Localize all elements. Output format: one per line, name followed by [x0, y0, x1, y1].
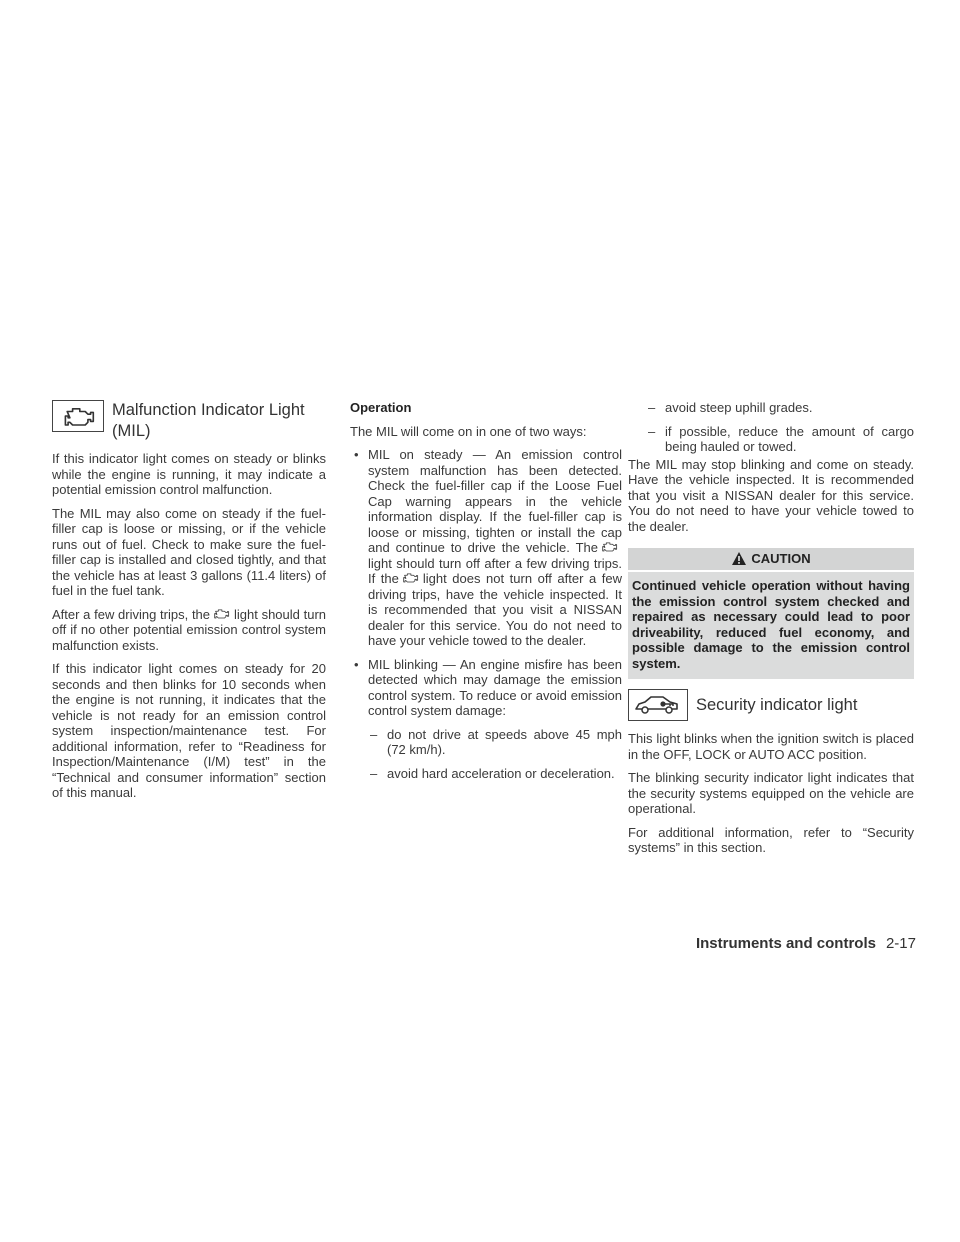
- mil-paragraph-1: If this indicator light comes on steady or blinks while the engine is running, it may indicate a potential emission control malfunction.: [52, 451, 326, 497]
- mil-paragraph-3: [52, 607, 326, 654]
- operation-intro: The MIL will come on in one of two ways:: [350, 423, 587, 439]
- dash-4-text: if possible, reduce the amount of cargo being hauled or towed.: [665, 423, 914, 454]
- bullet-mark: •: [354, 656, 359, 672]
- security-paragraph-2: The blinking security indicator light indicates that the security systems equipped on the vehicle are operational.: [628, 770, 914, 816]
- check-engine-icon: [401, 571, 419, 584]
- security-title: Security indicator light: [696, 695, 858, 714]
- mil-paragraph-4: If this indicator light comes on steady for 20 seconds and then blinks for 10 seconds when the engine is not running, it indicates that the vehicle is not ready for an emission control system inspection/maintenance test. For additional information, refer to “Readiness for Inspection/Maintenance (I/M) test” in the “Technical and consumer information” section of this manual.: [52, 661, 326, 800]
- list-item: [350, 657, 622, 719]
- warning-triangle-icon: [731, 551, 747, 566]
- caution-box: [628, 548, 914, 679]
- list-item: [628, 400, 914, 416]
- left-column: [52, 400, 326, 809]
- middle-column: [350, 400, 622, 789]
- list-item: [350, 727, 622, 758]
- page-footer: [696, 935, 916, 952]
- mil-paragraph-3-start: After a few driving trips, the: [52, 606, 211, 622]
- caution-text: Continued vehicle operation without having the emission control system checked and repaired as necessary could lead to poor driveability, reduced fuel economy, and possible damage to the emission control system.: [632, 578, 910, 671]
- list-item: [350, 766, 622, 782]
- bullet-1-part-a: MIL on steady — An emission control system malfunction has been detected. Check the fuel-filler cap if the Loose Fuel Cap warning appears in the vehicle information display. If the fuel-filler cap is loose or missing, tighten or install the cap and continue to drive the vehicle. The: [368, 447, 622, 555]
- security-paragraph-1: This light blinks when the ignition switch is placed in the OFF, LOCK or AUTO ACC position.: [628, 731, 914, 762]
- operation-heading: Operation: [350, 400, 412, 415]
- check-engine-icon: [212, 607, 230, 620]
- page-number: 2-17: [885, 935, 916, 952]
- list-item: [628, 424, 914, 455]
- check-engine-icon: [52, 400, 104, 432]
- operation-closing: The MIL may stop blinking and come on steady. Have the vehicle inspected. It is recommended that you visit a NISSAN dealer for this service. You do not need to have your vehicle towed to the dealer.: [628, 456, 914, 534]
- dash-mark: –: [648, 423, 656, 439]
- mil-paragraph-3-end: light should turn off if no other potential emission control system malfunction exists.: [52, 606, 326, 653]
- caution-heading: CAUTION: [751, 551, 811, 566]
- dash-2-text: avoid hard acceleration or deceleration.: [387, 765, 615, 781]
- dash-mark: –: [370, 726, 378, 742]
- dash-3-text: avoid steep uphill grades.: [665, 400, 813, 415]
- mil-header: [52, 400, 326, 442]
- bullet-1-part-b: light should turn off after a few driving trips. If the: [368, 555, 622, 586]
- bullet-mark: •: [354, 447, 359, 462]
- dash-mark: –: [370, 765, 378, 781]
- check-engine-icon: [600, 540, 618, 553]
- dash-mark: –: [648, 400, 656, 415]
- caution-header: [628, 548, 914, 572]
- footer-section-title: Instruments and controls: [695, 935, 876, 952]
- mil-paragraph-2: The MIL may also come on steady if the fuel-filler cap is loose or missing, or if the vehicle runs out of fuel. Check to make sure the fuel-filler cap is installed and closed tightly, and that the vehicle has at least 3 gallons (11.4 liters) of fuel in the fuel tank.: [52, 505, 326, 598]
- list-item: [350, 447, 622, 649]
- bullet-2-text: MIL blinking — An engine misfire has been detected which may damage the emission control system. To reduce or avoid emission control system damage:: [368, 656, 622, 718]
- security-header: [628, 689, 914, 721]
- car-key-icon: [628, 689, 688, 721]
- bullet-1-part-c: light does not turn off after a few driving trips, have the vehicle inspected. It is recommended that you visit a NISSAN dealer for this service. You do not need to have your vehicle towed to the dealer.: [368, 571, 622, 648]
- security-paragraph-3: For additional information, refer to “Security systems” in this section.: [628, 824, 914, 855]
- dash-1-text: do not drive at speeds above 45 mph (72 km/h).: [387, 726, 622, 757]
- mil-title: Malfunction Indicator Light (MIL): [112, 401, 305, 440]
- right-column: [628, 400, 914, 864]
